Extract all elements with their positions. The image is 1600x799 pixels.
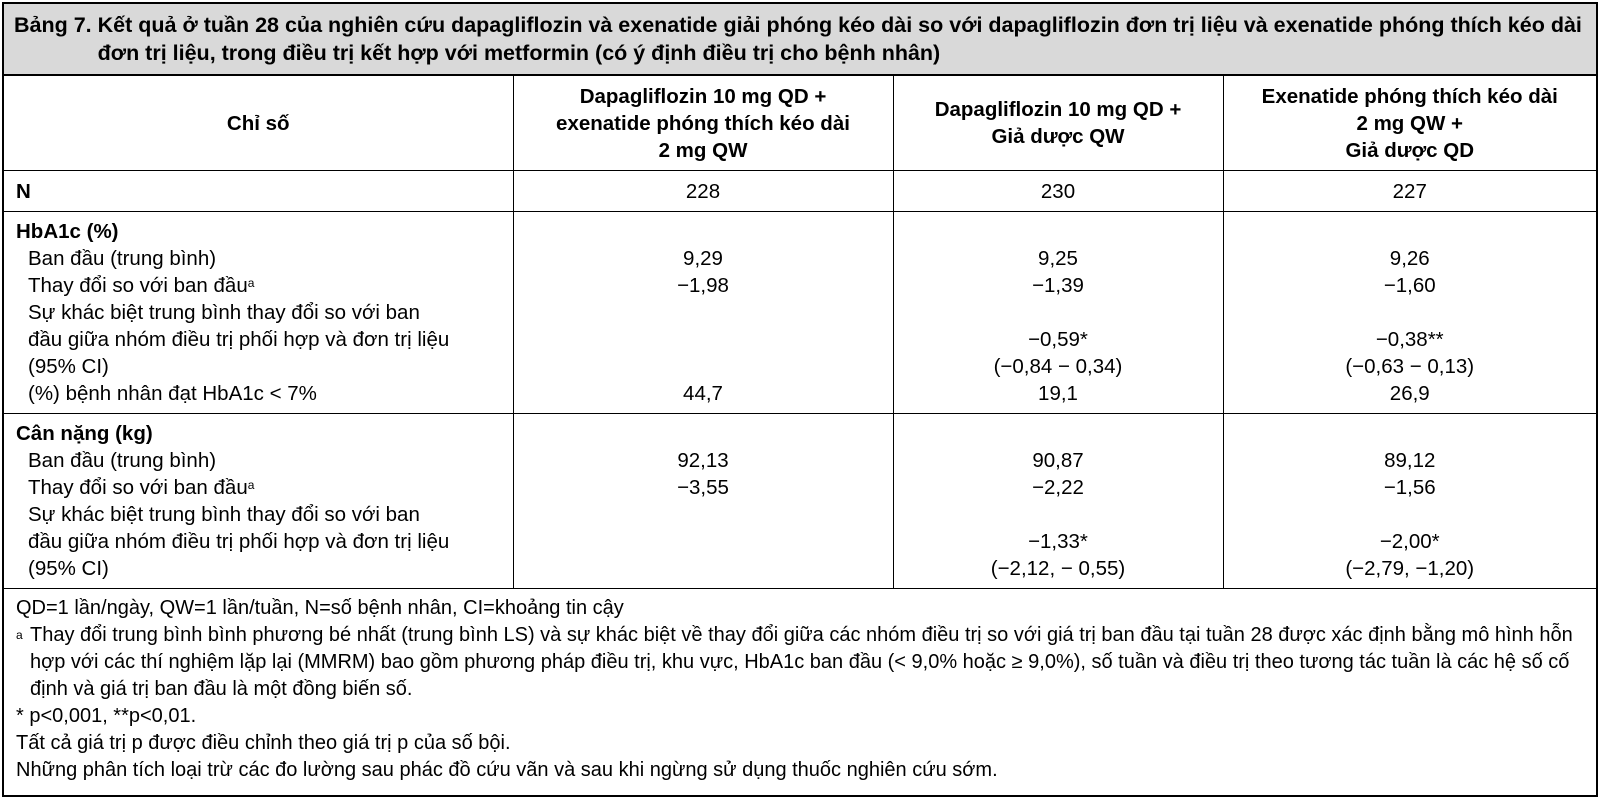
weight-diff-label: đầu giữa nhóm điều trị phối hợp và đơn trị liệu xyxy=(28,530,450,553)
table-caption xyxy=(4,4,1596,76)
weight-col-exenatide-placebo: 89,12 −1,56 −2,00* (−2,79, −1,20) xyxy=(1223,414,1596,589)
header-exenatide-placebo: Exenatide phóng thích kéo dài 2 mg QW + Giả dược QD xyxy=(1223,76,1596,171)
footnote-a-mark: a xyxy=(247,276,255,290)
footnote-a-mark: a xyxy=(16,628,23,642)
header-dapa-exenatide: Dapagliflozin 10 mg QD + exenatide phóng thích kéo dài 2 mg QW xyxy=(513,76,893,171)
n-label: N xyxy=(4,171,513,212)
note-exclusion: Những phân tích loại trừ các đo lường sau phác đồ cứu vãn và sau khi ngừng sử dụng thuốc nghiên cứu sớm. xyxy=(16,759,998,781)
weight-diff-label: (95% CI) xyxy=(28,557,109,580)
hba1c-col-dapa-placebo: 9,25 −1,39 −0,59* (−0,84 − 0,34) 19,1 xyxy=(893,212,1223,414)
weight-title: Cân nặng (kg) xyxy=(16,422,153,445)
caption-text: Kết quả ở tuần 28 của nghiên cứu dapagliflozin và exenatide giải phóng kéo dài so với dapagliflozin đơn trị liệu và exenatide phóng thích kéo dài đơn trị liệu, trong điều trị kết hợp với metformin (có ý định điều trị cho bệnh nhân) xyxy=(97,13,1582,65)
hba1c-change-label: Thay đổi so với ban đầu$^a$ xyxy=(28,274,255,297)
note-adjustment: Tất cả giá trị p được điều chỉnh theo giá trị p của số bội. xyxy=(16,732,511,754)
header-row xyxy=(4,76,1596,171)
note-abbreviations: QD=1 lần/ngày, QW=1 lần/tuần, N=số bệnh nhân, CI=khoảng tin cậy xyxy=(16,597,624,619)
hba1c-diff-label: Sự khác biệt trung bình thay đổi so với ban xyxy=(28,301,420,324)
header-indicator: Chỉ số xyxy=(4,76,513,171)
hba1c-diff-label: (95% CI) xyxy=(28,355,109,378)
n-value: 230 xyxy=(893,171,1223,212)
table-row-weight xyxy=(4,414,1596,589)
weight-diff-label: Sự khác biệt trung bình thay đổi so với ban xyxy=(28,503,420,526)
weight-baseline-label: Ban đầu (trung bình) xyxy=(28,449,217,472)
weight-change-label: Thay đổi so với ban đầu$^a$ xyxy=(28,476,255,499)
hba1c-labels xyxy=(4,212,513,414)
note-p-values: * p<0,001, **p<0,01. xyxy=(16,705,197,727)
results-table xyxy=(4,76,1596,589)
hba1c-title: HbA1c (%) xyxy=(16,220,119,243)
table-row-hba1c xyxy=(4,212,1596,414)
hba1c-col-dapa-exenatide: 9,29 −1,98 44,7 xyxy=(513,212,893,414)
weight-labels xyxy=(4,414,513,589)
weight-col-dapa-exenatide: 92,13 −3,55 xyxy=(513,414,893,589)
results-table-frame xyxy=(2,2,1598,797)
caption-label: Bảng 7. xyxy=(14,13,92,37)
hba1c-col-exenatide-placebo: 9,26 −1,60 −0,38** (−0,63 − 0,13) 26,9 xyxy=(1223,212,1596,414)
n-value: 227 xyxy=(1223,171,1596,212)
n-value: 228 xyxy=(513,171,893,212)
hba1c-goal-label: (%) bệnh nhân đạt HbA1c < 7% xyxy=(28,382,317,405)
hba1c-baseline-label: Ban đầu (trung bình) xyxy=(28,247,217,270)
weight-col-dapa-placebo: 90,87 −2,22 −1,33* (−2,12, − 0,55) xyxy=(893,414,1223,589)
footnote-a-mark: a xyxy=(247,478,255,492)
note-footnote-a: $^a$ Thay đổi trung bình bình phương bé nhất (trung bình LS) và sự khác biệt về thay đổi giữa các nhóm điều trị so với giá trị ban đầu tại tuần 28 được xác định bằng mô hình hỗn hợp với các thí nghiệm lặp lại (MMRM) bao gồm phương pháp điều trị, khu vực, HbA1c ban đầu (< 9,0% hoặc ≥ 9,0%), số tuần và điều trị theo tương tác tuần là các hệ số cố định và giá trị ban đầu là một đồng biến số. xyxy=(16,624,1573,700)
table-row-n xyxy=(4,171,1596,212)
header-dapa-placebo: Dapagliflozin 10 mg QD + Giả dược QW xyxy=(893,76,1223,171)
hba1c-diff-label: đầu giữa nhóm điều trị phối hợp và đơn trị liệu xyxy=(28,328,450,351)
table-notes xyxy=(4,589,1596,784)
